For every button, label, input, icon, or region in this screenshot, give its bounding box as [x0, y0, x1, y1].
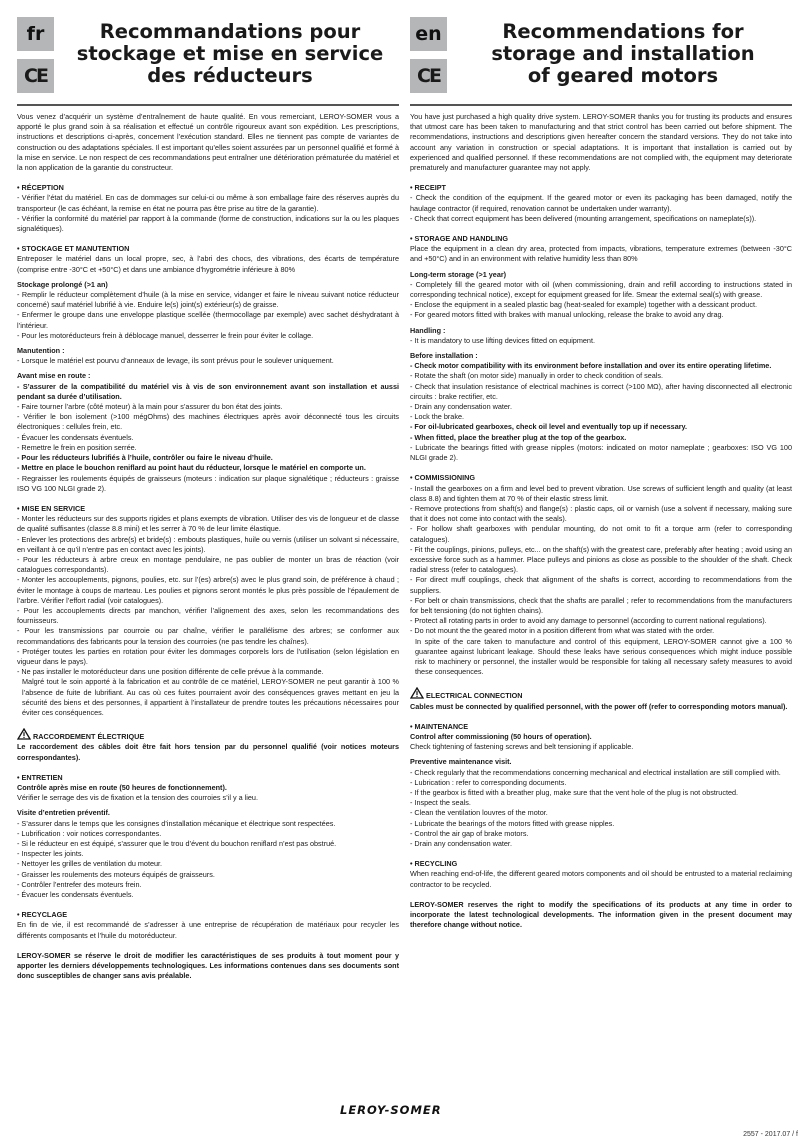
list-item: - Rotate the shaft (on motor side) manually in order to check condition of seals.: [410, 371, 664, 381]
paragraph: Vérifier le serrage des vis de fixation et la tension des courroies s’il y a lieu.: [17, 793, 258, 803]
list-item: - Install the gearboxes on a firm and level bed to prevent vibration. Use screws of sufficient length and quality (at least class 8.8) and tighten them at 70 % of their elastic stress limit.: [410, 483, 792, 503]
list-item: - Mettre en place le bouchon reniflard au point haut du réducteur, lorsque le matériel en comporte un.: [17, 463, 366, 473]
list-item: - Lubricate the bearings of the motors fitted with grease nipples.: [410, 818, 615, 828]
list-item: - Pour les réducteurs lubrifiés à l’huile, contrôler ou faire le niveau d’huile.: [17, 453, 273, 463]
list-item: - Ne pas installer le motoréducteur dans une position différente de celle prévue à la commande.: [17, 667, 324, 677]
list-item: - Contrôler l’entrefer des moteurs frein.: [17, 879, 142, 889]
list-item: - Si le réducteur en est équipé, s’assurer que le trou d’évent du bouchon reniflard n’est pas obstrué.: [17, 839, 337, 848]
section-heading: • RECEIPT: [410, 183, 446, 193]
section-heading: RACCORDEMENT ÉLECTRIQUE: [17, 728, 399, 742]
page-title: Recommandations pour stockage et mise en service des réducteurs: [76, 20, 384, 87]
list-item: - Fit the couplings, pinions, pulleys, etc... on the shaft(s) with the greatest care, preferably after heating ; avoid using an excessive force such as a hammer. Place pulleys and pinions as close as possible to the shoulder of the shaft. Check radial stress (refer to catalogues).: [410, 544, 792, 575]
list-item: - Lubrification : voir notices correspondantes.: [17, 828, 162, 838]
subsection-heading: Handling :: [410, 325, 446, 335]
list-item: - Évacuer les condensats éventuels.: [17, 432, 134, 442]
paragraph: Check tightening of fastening screws and belt tensioning if applicable.: [410, 742, 634, 752]
subsection-heading: Before installation :: [410, 351, 478, 361]
section-heading: • MISE EN SERVICE: [17, 503, 86, 513]
section-heading: • ENTRETIEN: [17, 772, 63, 782]
list-item: - Control the air gap of brake motors.: [410, 828, 529, 838]
intro-text: You have just purchased a high quality drive system. LEROY-SOMER thanks you for trusting its products and ensures that utmost care has been taken to manufacturing and that strict control has been carried out before shipment. The recommendations, instructions and descriptions given hereafter concern the standard versions. They do not take into account any variation in construction or special adaptations. It is important that installation is carried out by experienced and qualified personnel. If these recommendations are not complied with, the equipment may deteriorate prematurely and manufacturer guarantee may not apply.: [410, 112, 792, 173]
list-item: - Graisser les roulements des moteurs équipés de graisseurs.: [17, 869, 215, 879]
list-item: - For hollow shaft gearboxes with pendular mounting, do not omit to fit a torque arm (refer to corresponding catalogues).: [410, 524, 792, 544]
paragraph: Le raccordement des câbles doit être fait hors tension par du personnel qualifié (voir notices moteurs correspondantes).: [17, 742, 399, 762]
subsection-heading: Manutention :: [17, 346, 65, 356]
header-english: [410, 0, 792, 100]
list-item: - Nettoyer les grilles de ventilation du moteur.: [17, 859, 163, 869]
paragraph: In spite of the care taken to manufacture and control of this equipment, LEROY-SOMER cannot give a 100 % guarantee against lubricant leakage. Should these leaks have serious consequences which might induce possible risk to machinery or personnel, the installer would be responsible for taking all necessary safety measures to avoid these consequences.: [415, 636, 792, 677]
list-item: - Protéger toutes les parties en rotation pour éviter les dommages corporels lors de l’utilisation (selon législation en vigueur dans le pays).: [17, 646, 399, 666]
list-item: - It is mandatory to use lifting devices fitted on equipment.: [410, 335, 595, 345]
warning-icon: [410, 687, 424, 699]
list-item: - Lorsque le matériel est pourvu d’anneaux de levage, ils sont prévus pour le soulever uniquement.: [17, 356, 334, 366]
list-item: - Évacuer les condensats éventuels.: [17, 890, 134, 900]
section-heading: ELECTRICAL CONNECTION: [410, 687, 792, 701]
list-item: - If the gearbox is fitted with a breather plug, make sure that the vent hole of the plug is not obstructed.: [410, 787, 739, 797]
list-item: - Inspect the seals.: [410, 798, 471, 808]
list-item: - Check that correct equipment has been delivered (mounting arrangement, specifications on nameplate(s)).: [410, 213, 757, 223]
list-item: - S’assurer de la compatibilité du matériel vis à vis de son environnement avant son installation et aussi pendant sa durée d’utilisation.: [17, 381, 399, 401]
list-item: - Check regularly that the recommendations concerning mechanical and electrical installation are still complied with.: [410, 767, 781, 777]
list-item: - Completely fill the geared motor with oil (when commissioning, drain and refill according to instructions stated in corresponding technical notice), except for equipment greased for life. Smear the external seal(s) with grease.: [410, 279, 792, 300]
list-item: - Vérifier l’état du matériel. En cas de dommages sur celui-ci ou même à son emballage faire des réserves auprès du transporteur (le cas échéant, la remise en état ne pourra pas être prise au titre de la garantie).: [17, 193, 399, 213]
list-item: - S’assurer dans le temps que les consignes d’installation mécanique et électrique sont respectées.: [17, 818, 336, 828]
list-item: - Remove protections from shaft(s) and flange(s) : plastic caps, oil or varnish (use a solvent if necessary, making sure that it does not come into contact with the seals).: [410, 503, 792, 524]
paragraph: Malgré tout le soin apporté à la fabrication et au contrôle de ce matériel, LEROY-SOMER ne peut garantir à 100 % l’absence de fuite de lubrifiant. Au cas où ces fuites pourraient avoir des conséquences graves mettant en jeu la sécurité des biens et des personnes, il appartient à l’installateur de prendre toutes les précautions nécessaires pour éviter ces conséquences.: [22, 677, 399, 717]
warning-icon: [17, 728, 31, 740]
language-badge: fr: [17, 17, 54, 51]
paragraph: En fin de vie, il est recommandé de s’adresser à une entreprise de récupération de matériaux pour recycler les différents composants et l’huile du motoréducteur.: [17, 920, 399, 940]
list-item: - Faire tourner l’arbre (côté moteur) à la main pour s’assurer du bon état des joints.: [17, 402, 283, 412]
list-item: - Regraisser les roulements équipés de graisseurs (moteurs : indication sur plaque signalétique ; réducteurs : graisse ISO VG 100 NLGI grade 2).: [17, 473, 399, 493]
list-item: - Protect all rotating parts in order to avoid any damage to personnel (according to current national regulations).: [410, 616, 767, 626]
list-item: - Remplir le réducteur complètement d’huile (à la mise en service, vidanger et faire le niveau suivant notice réducteur concerné) sauf matériel lubrifié à vie. Enduire le(s) joint(s) extérieur(s) de graisse.: [17, 290, 399, 310]
divider: [410, 104, 792, 106]
divider: [17, 104, 399, 106]
section-heading: • RECYCLAGE: [17, 910, 68, 920]
subsection-heading: Contrôle après mise en route (50 heures de fonctionnement).: [17, 782, 227, 792]
document-body: [410, 112, 792, 930]
subsection-heading: Long-term storage (>1 year): [410, 269, 507, 279]
list-item: - For direct muff couplings, check that alignment of the shafts is correct, according to recommendations from the suppliers.: [410, 575, 792, 595]
document-code: 2557 - 2017.07 / f: [743, 1131, 798, 1138]
section-heading: • STORAGE AND HANDLING: [410, 234, 508, 244]
subsection-heading: Control after commissioning (50 hours of operation).: [410, 731, 592, 741]
list-item: - Pour les motoréducteurs frein à déblocage manuel, desserrer le frein pour éviter le collage.: [17, 330, 314, 340]
list-item: - Enlever les protections des arbre(s) et bride(s) : embouts plastiques, huile ou vernis (utiliser un solvant si nécessaire, en veillant à ce qu’il n’entre pas en contact avec les joints).: [17, 534, 399, 554]
subsection-heading: Preventive maintenance visit.: [410, 757, 512, 767]
document-body: [17, 112, 399, 981]
list-item: - Pour les réducteurs à arbre creux en montage pendulaire, ne pas oublier de monter un bras de réaction (voir catalogues correspondants).: [17, 554, 399, 575]
language-badge: en: [410, 17, 447, 51]
ce-mark-icon: CE: [17, 59, 54, 93]
list-item: - Inspecter les joints.: [17, 849, 84, 859]
final-notice: LEROY-SOMER reserves the right to modify the specifications of its products at any time in order to incorporate the latest technological developments. The information given in the present document may therefore change without notice.: [410, 899, 792, 930]
section-heading: • STOCKAGE ET MANUTENTION: [17, 244, 130, 254]
list-item: - Drain any condensation water.: [410, 402, 512, 412]
paragraph: Cables must be connected by qualified personnel, with the power off (refer to corresponding motors manual).: [410, 701, 788, 711]
section-heading: • RÉCEPTION: [17, 183, 64, 193]
subsection-heading: Stockage prolongé (>1 an): [17, 279, 108, 289]
list-item: - For belt or chain transmissions, check that the shafts are parallel ; refer to recommendations from the manufacturers for belt tensioning (do not tighten chains).: [410, 595, 792, 615]
section-heading: • COMMISSIONING: [410, 473, 475, 483]
list-item: - Enclose the equipment in a sealed plastic bag (heat-sealed for example) together with a dessicant product.: [410, 300, 757, 310]
list-item: - Check motor compatibility with its environment before installation and over its entire operating lifetime.: [410, 361, 772, 371]
column-english: [410, 0, 792, 930]
column-french: [17, 0, 399, 981]
subsection-heading: Avant mise en route :: [17, 371, 91, 381]
list-item: - Lock the brake.: [410, 412, 464, 422]
ce-mark-icon: CE: [410, 59, 447, 93]
list-item: - Lubrication : refer to corresponding documents.: [410, 777, 567, 787]
list-item: - Enfermer le groupe dans une enveloppe plastique scellée (thermocollage par exemple) avec sachet déshydratant à l’intérieur.: [17, 310, 399, 330]
paragraph: Entreposer le matériel dans un local propre, sec, à l’abri des chocs, des vibrations, des écarts de température (comprise entre -30°C et +50°C) et dans une ambiance d’hygrométrie inférieure à 80%: [17, 254, 399, 274]
paragraph: When reaching end-of-life, the different geared motors components and oil should be entrusted to a material reclaiming contractor to be recycled.: [410, 869, 792, 889]
page-title: Recommendations for storage and installation of geared motors: [491, 20, 755, 87]
section-heading: • MAINTENANCE: [410, 721, 469, 731]
list-item: - Vérifier le bon isolement (>100 mégOhms) des machines électriques après avoir déconnecté tous les circuits électroniques : cellules frein, etc.: [17, 412, 399, 432]
list-item: - Check the condition of the equipment. If the geared motor or even its packaging has been damaged, notify the haulage contractor (if required, renovation cannot be undertaken under warranty).: [410, 193, 792, 213]
list-item: - Vérifier la conformité du matériel par rapport à la commande (forme de construction, indications sur la ou les plaques signalétiques).: [17, 213, 399, 234]
list-item: - Lubricate the bearings fitted with grease nipples (motors: indicated on motor nameplate ; gearboxes: ISO VG 100 NLGI grade 2).: [410, 442, 792, 463]
list-item: - Monter les accouplements, pignons, poulies, etc. sur l’(es) arbre(s) avec le plus grand soin, de préférence à chaud ; éviter le montage à coups de marteau. Les poulies et pignons seront montés le plus près possible de l’épaulement de l’arbre. Vérifier l’effort radial (voir catalogues).: [17, 575, 399, 605]
list-item: - For geared motors fitted with brakes with manual unlocking, release the brake to avoid any drag.: [410, 310, 724, 320]
list-item: - When fitted, place the breather plug at the top of the gearbox.: [410, 432, 627, 442]
header-french: [17, 0, 399, 100]
list-item: - Pour les accouplements directs par manchon, vérifier l’alignement des axes, selon les recommandations des fournisseurs.: [17, 605, 399, 626]
list-item: - Check that insulation resistance of electrical machines is correct (>100 MΩ), after having disconnected all electronic circuits : brake rectifier, etc.: [410, 381, 792, 401]
list-item: - Clean the ventilation louvres of the motor.: [410, 808, 548, 818]
list-item: - Remettre le frein en position serrée.: [17, 442, 137, 452]
section-heading: • RECYCLING: [410, 859, 458, 869]
list-item: - Monter les réducteurs sur des supports rigides et plans exempts de vibration. Utiliser des vis de longueur et de classe de qualité suffisantes (classe 8.8 mini) et les serrer à 70 % de leur limite élastique.: [17, 514, 399, 534]
list-item: - Drain any condensation water.: [410, 839, 512, 848]
paragraph: Place the equipment in a clean dry area, protected from impacts, vibrations, temperature extremes (between -30°C and +50°C) and in an environment with relative humidity less than 80%: [410, 244, 792, 264]
intro-text: Vous venez d’acquérir un système d’entraînement de haute qualité. En vous remerciant, LEROY-SOMER vous a apporté le plus grand soin à sa réalisation et effectué un contrôle rigoureux avant son expédition. Les prescriptions, instructions et descriptions ci-après, concernent l’exécution standard. Elles ne tiennent pas compte de variantes de construction ou des adaptations spéciales. Il est important qu’elles soient assurées par un personnel qualifié et formé à la mise en service. Le non respect de ces recommandations peut entraîner une détérioration prématurée du matériel et la non application de la garantie du constructeur.: [17, 112, 399, 173]
list-item: - For oil-lubricated gearboxes, check oil level and eventually top up if necessary.: [410, 422, 688, 432]
company-logo: LEROY-SOMER: [340, 1103, 442, 1117]
list-item: - Do not mount the the geared motor in a position different from what was stated with the order.: [410, 626, 715, 636]
list-item: - Pour les transmissions par courroie ou par chaîne, vérifier le parallélisme des arbres; se conformer aux recommandations des fabricants pour la tension des courroies (ne pas tendre les chaînes).: [17, 626, 399, 646]
subsection-heading: Visite d’entretien préventif.: [17, 808, 110, 818]
final-notice: LEROY-SOMER se réserve le droit de modifier les caractéristiques de ses produits à tout moment pour y apporter les derniers développements technologiques. Les informations contenues dans ses documents sont donc susceptibles de changer sans avis préalable.: [17, 950, 399, 981]
